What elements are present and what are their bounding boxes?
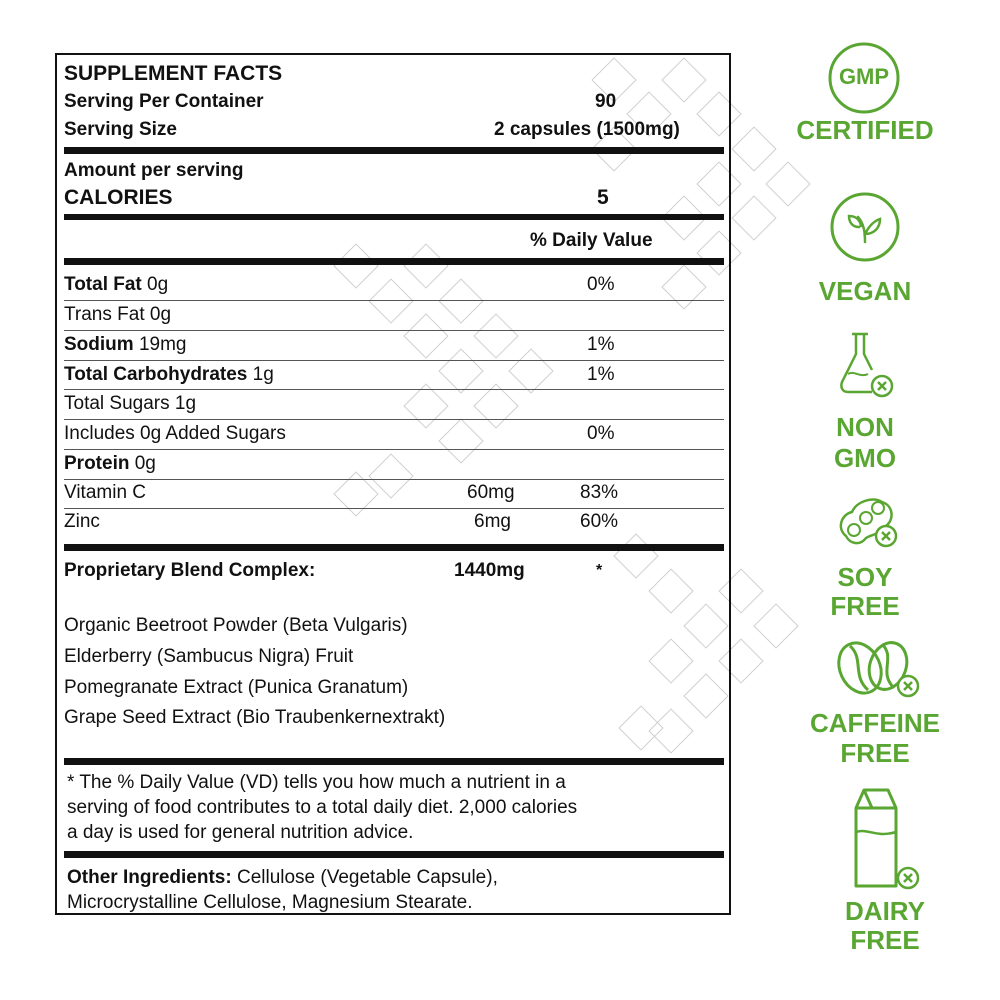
leaf-icon [828, 190, 902, 264]
soy-free-line2: FREE [830, 591, 900, 621]
vitamin-amount: 6mg [474, 511, 511, 532]
blend-item: Organic Beetroot Powder (Beta Vulgaris) [64, 615, 408, 636]
nutrient-name: Total Carbohydrates [64, 364, 248, 385]
nutrient-name: Trans Fat [64, 304, 145, 325]
footnote-line: serving of food contributes to a total daily diet. 2,000 calories [67, 797, 578, 818]
nutrient-name: Includes 0g Added Sugars [64, 423, 286, 444]
nutrient-amount: 0g [134, 453, 156, 474]
dairy-free-line1: DAIRY [845, 896, 925, 926]
flask-icon [834, 330, 898, 402]
caffeine-free-line2: FREE [840, 738, 910, 768]
vitamin-name: Vitamin C [64, 482, 147, 503]
blend-dv: * [596, 562, 603, 579]
nutrient-amount: 0g [149, 304, 172, 325]
daily-value-header: % Daily Value [530, 230, 653, 251]
vitamin-name: Zinc [64, 511, 100, 532]
caffeine-free-line1: CAFFEINE [810, 708, 940, 738]
nutrient-dv: 1% [587, 364, 615, 385]
divider-thick [64, 544, 724, 551]
serving-size-label: Serving Size [64, 119, 177, 140]
soy-free-line1: SOY [837, 562, 893, 592]
calories-label: CALORIES [64, 186, 173, 209]
footnote-line: * The % Daily Value (VD) tells you how much a nutrient in a [67, 772, 566, 793]
nutrient-name: Protein [64, 453, 130, 474]
vitamin-dv: 60% [580, 511, 619, 532]
supplement-facts-panel [55, 53, 731, 915]
nutrient-amount: 0g [147, 274, 169, 295]
divider-thick [64, 758, 724, 765]
nutrient-dv: 0% [587, 274, 615, 295]
nutrient-name: Total Fat [64, 274, 142, 295]
calories-value: 5 [597, 186, 609, 209]
serving-per-container-value: 90 [595, 91, 617, 112]
nutrient-amount: 19mg [138, 334, 187, 355]
footnote-line: a day is used for general nutrition advice. [67, 822, 414, 843]
dairy-free-line2: FREE [850, 925, 920, 955]
nutrient-name: Total Sugars [64, 393, 170, 414]
vitamin-dv: 83% [580, 482, 619, 503]
blend-item: Grape Seed Extract (Bio Traubenkernextrakt) [64, 707, 446, 728]
blend-label: Proprietary Blend Complex: [64, 560, 316, 581]
nutrient-dv: 1% [587, 334, 615, 355]
vitamin-amount: 60mg [467, 482, 515, 503]
other-ingredients-label: Other Ingredients: [67, 867, 232, 888]
blend-amount: 1440mg [454, 560, 525, 581]
non-gmo-line1: NON [836, 412, 894, 442]
gmp-label: CERTIFIED [796, 115, 934, 145]
non-gmo-line2: GMO [833, 443, 897, 473]
gmp-icon-text: GMP [838, 64, 890, 89]
nutrient-amount: 1g [252, 364, 274, 385]
divider-thick [64, 147, 724, 154]
divider-thick [64, 258, 724, 265]
blend-item: Elderberry (Sambucus Nigra) Fruit [64, 646, 354, 667]
soybean-icon [832, 484, 906, 558]
divider-thick [64, 851, 724, 858]
serving-size-value: 2 capsules (1500mg) [494, 119, 680, 140]
nutrient-dv: 0% [587, 423, 615, 444]
vegan-label: VEGAN [818, 276, 912, 306]
other-ingredients-line1: Cellulose (Vegetable Capsule), [231, 867, 498, 888]
serving-per-container-label: Serving Per Container [64, 91, 264, 112]
nutrient-amount: 1g [174, 393, 197, 414]
facts-title: SUPPLEMENT FACTS [64, 62, 283, 85]
milk-carton-icon [846, 784, 926, 894]
blend-item: Pomegranate Extract (Punica Granatum) [64, 677, 409, 698]
coffee-bean-icon [834, 636, 926, 702]
nutrient-name: Sodium [64, 334, 134, 355]
other-ingredients-line2: Microcrystalline Cellulose, Magnesium Stearate. [67, 892, 473, 913]
amount-per-serving: Amount per serving [64, 160, 244, 181]
divider-thick [64, 214, 724, 220]
